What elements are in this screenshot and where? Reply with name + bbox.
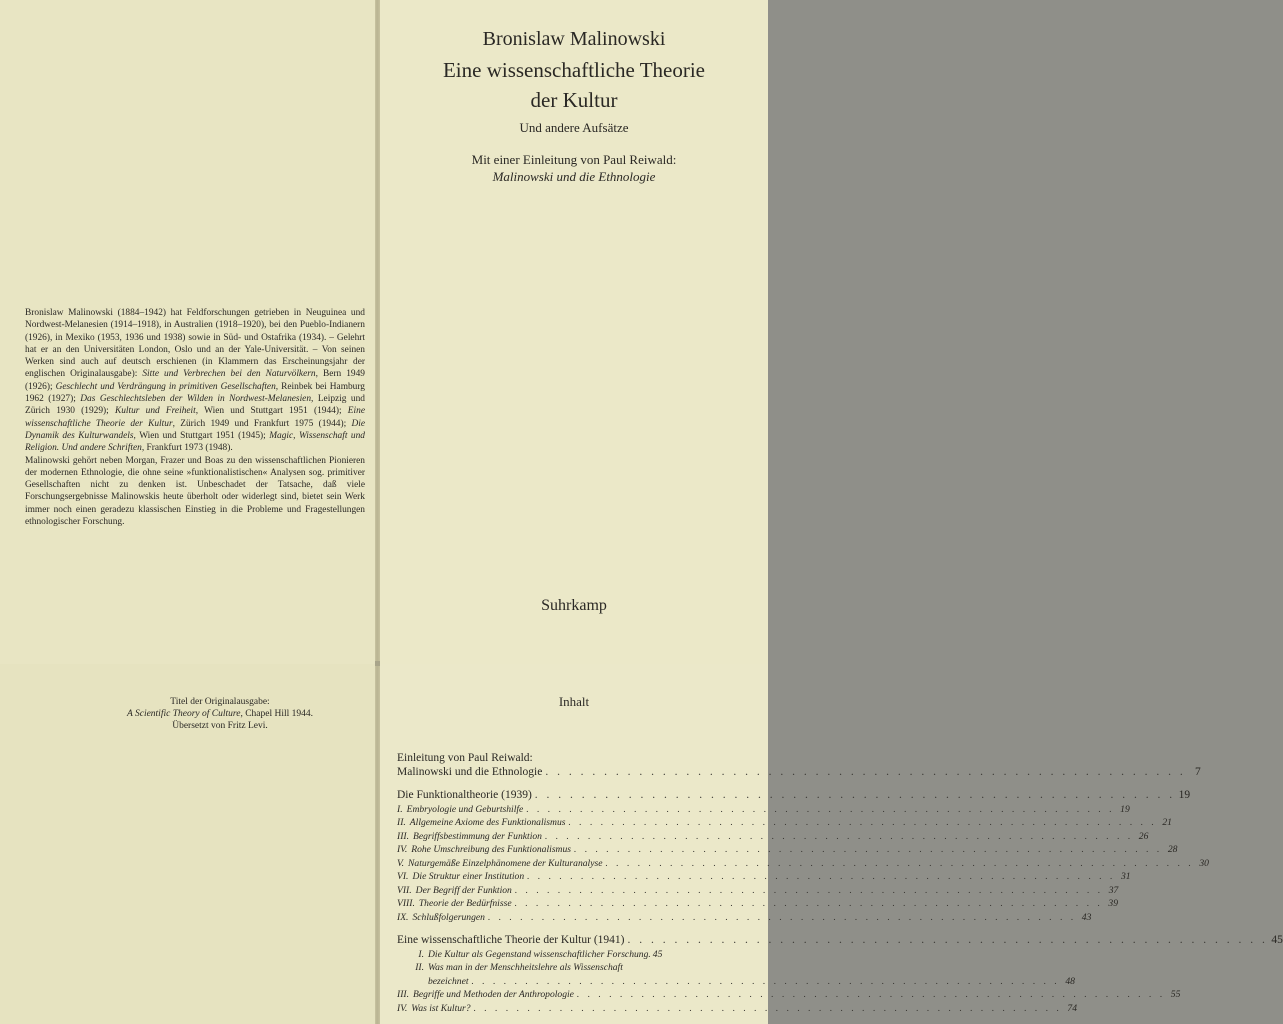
toc-label: Rohe Umschreibung des Funktionalismus — [411, 844, 572, 855]
leader-dots — [515, 884, 1103, 898]
toc-numeral: VII. — [397, 884, 412, 896]
toc-label: Eine wissenschaftliche Theorie der Kultur (1941) — [397, 934, 625, 946]
toc-label: Naturgemäße Einzelphänomene der Kulturanalyse — [408, 857, 603, 869]
contents-page — [380, 664, 1283, 1024]
imprint-original-title — [80, 708, 360, 720]
toc-label: Begriffsbestimmung der Funktion — [412, 830, 542, 842]
toc-subentry — [397, 911, 1092, 925]
bio-text: , Zürich 1949 und Frankfurt 1975 (1944); — [172, 418, 352, 429]
toc-page-number: 26 — [1138, 830, 1149, 842]
bio-page — [0, 0, 375, 664]
leader-dots — [474, 1002, 1062, 1016]
toc-page-number: 31 — [1120, 871, 1131, 882]
book-subtitle: Und andere Aufsätze — [519, 120, 629, 135]
toc-label: Theorie der Bedürfnisse — [418, 898, 512, 909]
leader-dots — [526, 803, 1114, 817]
toc-label: Die Struktur einer Institution — [412, 871, 525, 882]
toc-label: Embryologie und Geburtshilfe — [406, 803, 524, 815]
imprint — [80, 696, 360, 732]
toc-label: Einleitung von Paul Reiwald: — [397, 752, 533, 764]
toc-label: Allgemeine Axiome des Funktionalismus — [409, 817, 566, 828]
toc-subsection-list — [397, 803, 1209, 925]
bio-text: , Bern 1949 (1926); — [25, 369, 365, 392]
toc-page-number: 45 — [1271, 934, 1283, 946]
toc-page-number: 39 — [1108, 898, 1119, 909]
work-title: Magic, Wissenschaft und Religion. Und andere Schriften — [25, 430, 365, 454]
leader-dots — [577, 988, 1165, 1002]
toc-subentry — [397, 897, 1119, 911]
leader-dots — [515, 897, 1103, 911]
original-title: A Scientific Theory of Culture — [126, 709, 241, 719]
toc-label: Schlußfolgerungen — [412, 911, 485, 923]
bio-text: , Wien und Stuttgart 1951 (1944); — [195, 406, 348, 417]
imprint-original-title-label: Titel der Originalausgabe: — [170, 697, 270, 707]
toc-page-number: 48 — [1065, 975, 1075, 987]
leader-dots — [605, 857, 1193, 871]
toc-subentry — [397, 843, 1178, 857]
toc-numeral: VIII. — [397, 898, 415, 909]
leader-dots — [472, 975, 1060, 989]
toc-page-number: 43 — [1081, 911, 1092, 923]
publisher-name: Suhrkamp — [541, 597, 607, 614]
leader-dots — [545, 766, 1185, 780]
toc-subentry — [397, 1002, 1078, 1016]
toc-subentry — [397, 884, 1119, 898]
toc-page-number: 37 — [1108, 884, 1119, 896]
toc-subentry-continued — [397, 975, 1075, 989]
toc-numeral: I. — [397, 803, 403, 815]
toc-entry — [397, 752, 739, 766]
bio-text: Bronislaw Malinowski (1884–1942) hat Feldforschungen getrieben in Neuguinea und Nordwest-Melanesien (1914–1918), in Australien (1918–1920), bei den Pueblo-Indianern (1926), in Mexiko (1953, 1936 und 1938) sowie in Süd- und Ostafrika (1934). – Gelehrt hat er an den Universitäten London, Oslo und an der Yale-Universität. – Von seinen Werken sind auch auf deutsch erschienen (in Klammern das Erscheinungsjahr der englischen Originalausgabe): — [25, 308, 365, 380]
work-title: Das Geschlechtsleben der Wilden in Nordwest-Melanesien — [80, 394, 312, 405]
toc-page-number: 74 — [1067, 1002, 1078, 1014]
bio-paragraph-2: Malinowski gehört neben Morgan, Frazer und Boas zu den wissenschaftlichen Pionieren der modernen Ethnologie, die ohne seine »funktionalistischen« Analysen sog. primitiver Gesellschaften nicht zu denken ist. Unbeschadet der Tatsache, daß viele Forschungsergebnisse Malinowskis heute überholt oder widerlegt sind, bietet sein Werk immer noch einen geradezu klassischen Einstieg in die Probleme und Fragestellungen ethnologischer Forschung. — [25, 455, 365, 528]
author-name: Bronislaw Malinowski — [482, 28, 666, 50]
toc-page-number: 55 — [1170, 989, 1181, 1000]
toc-subentry — [397, 830, 1149, 844]
toc-page-number: 7 — [1194, 765, 1201, 778]
toc-numeral: V. — [397, 857, 405, 869]
title-page — [380, 0, 768, 664]
toc-numeral: I. — [418, 948, 424, 960]
work-title: Kultur und Freiheit — [114, 406, 196, 417]
bio-text: , Reinbek bei Hamburg 1962 (1927); — [25, 381, 365, 405]
toc-numeral: IX. — [397, 911, 409, 923]
original-place-year: , Chapel Hill 1944. — [240, 709, 314, 719]
book-title-line-2: der Kultur — [530, 88, 618, 112]
toc-subentry — [397, 961, 739, 975]
toc-page-number: 19 — [1178, 789, 1191, 801]
toc-label: Begriffe und Methoden der Anthropologie — [412, 989, 574, 1000]
leader-dots — [527, 870, 1115, 884]
toc-subentry — [397, 816, 1172, 830]
bio-paragraph-1 — [25, 307, 365, 455]
work-title: Die Dynamik des Kulturwandels — [25, 418, 366, 441]
toc-entry — [397, 765, 1201, 780]
toc-page-number: 28 — [1167, 844, 1178, 855]
toc-subentry — [397, 803, 1130, 817]
toc-subentry — [397, 870, 1131, 884]
toc-page-number: 45 — [652, 948, 663, 960]
introduction-title: Malinowski und die Ethnologie — [492, 169, 656, 184]
toc-numeral: IV. — [397, 1002, 408, 1014]
toc-subentry — [397, 857, 1209, 871]
imprint-translator: Übersetzt von Fritz Levi. — [172, 721, 268, 731]
leader-dots — [569, 816, 1157, 830]
bio-text: , Frankfurt 1973 (1948). — [141, 443, 233, 454]
toc-numeral: III. — [397, 830, 409, 842]
leader-dots — [574, 843, 1162, 857]
toc-page-number: 21 — [1162, 817, 1172, 828]
author-biography — [25, 307, 365, 528]
spacer — [397, 924, 739, 934]
toc-label: Die Kultur als Gegenstand wissenschaftlicher Forschung — [428, 948, 649, 960]
spacer — [397, 779, 739, 789]
contents-heading: Inhalt — [558, 694, 590, 709]
toc-label: bezeichnet — [428, 975, 469, 987]
toc-label: Was man in der Menschheitslehre als Wissenschaft — [428, 962, 623, 973]
book-title-line-1: Eine wissenschaftliche Theorie — [442, 58, 706, 82]
toc-page-number: 19 — [1120, 803, 1130, 815]
toc-label: Der Begriff der Funktion — [415, 884, 512, 896]
toc-entry — [397, 934, 1283, 948]
toc-label: Die Funktionaltheorie (1939) — [397, 789, 532, 801]
bio-text: , Wien und Stuttgart 1951 (1945); — [133, 430, 270, 441]
work-title: Eine wissenschaftliche Theorie der Kultur — [25, 406, 365, 429]
work-title: Sitte und Verbrechen bei den Naturvölkern — [142, 369, 316, 380]
toc-subentry — [397, 988, 1181, 1002]
leader-dots — [488, 911, 1076, 925]
introduction-credit: Mit einer Einleitung von Paul Reiwald: — [471, 152, 677, 167]
toc-subentry — [397, 948, 739, 962]
table-of-contents — [397, 752, 1283, 1015]
leader-dots — [545, 830, 1133, 844]
toc-label: Was ist Kultur? — [411, 1002, 471, 1014]
toc-numeral: VI. — [397, 871, 409, 882]
toc-numeral: II. — [397, 817, 406, 828]
leader-dots — [627, 934, 1267, 948]
toc-numeral: III. — [397, 989, 409, 1000]
toc-page-number: 30 — [1199, 857, 1209, 869]
toc-numeral: IV. — [397, 844, 408, 855]
work-title: Geschlecht und Verdrängung in primitiven Gesellschaften — [55, 381, 276, 392]
toc-numeral: II. — [415, 962, 424, 973]
leader-dots — [535, 789, 1175, 803]
toc-label: Malinowski und die Ethnologie — [397, 765, 543, 778]
bio-text: , Leipzig und Zürich 1930 (1929); — [25, 394, 365, 417]
toc-entry — [397, 789, 1191, 803]
